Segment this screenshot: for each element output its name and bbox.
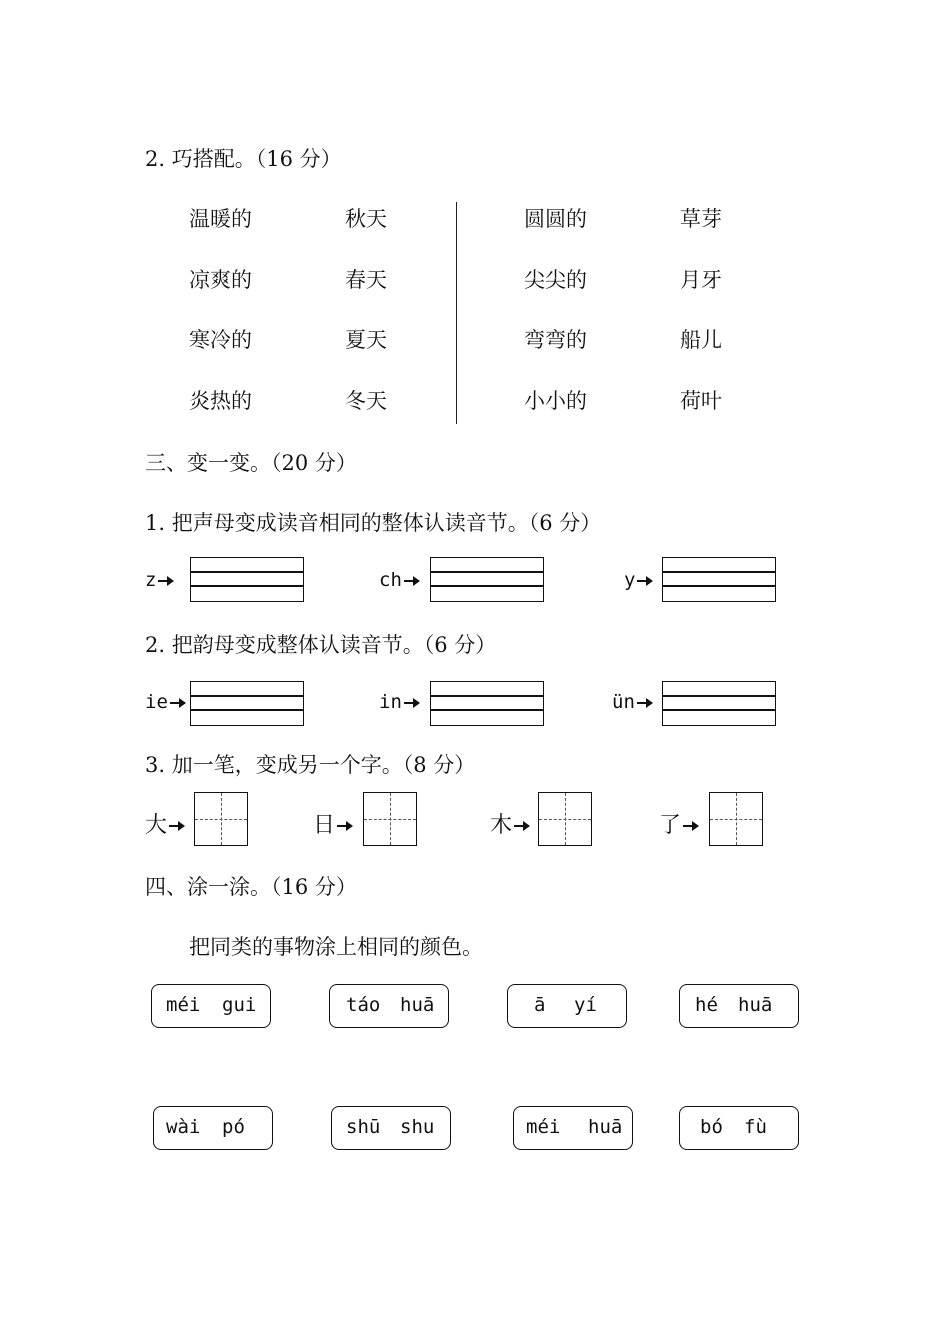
match-word: 小小的: [524, 389, 587, 413]
match-word: 冬天: [345, 389, 387, 413]
character-label: 木: [490, 808, 530, 839]
pinyin-card[interactable]: [507, 984, 627, 1028]
arrow-icon: [683, 821, 699, 831]
pinyin-card[interactable]: [329, 984, 449, 1028]
pinyin-syllable: fù: [744, 1116, 767, 1138]
initial-label: ch: [379, 569, 420, 591]
part4-title: 四、涂一涂。（16 分）: [145, 875, 357, 899]
arrow-icon: [158, 576, 174, 586]
pinyin-syllable: gui: [222, 994, 257, 1016]
pinyin-syllable: huā: [738, 994, 773, 1016]
match-word: 凉爽的: [189, 268, 252, 292]
character-label: 了: [659, 808, 699, 839]
pinyin-syllable: méi: [526, 1116, 561, 1138]
character-writing-grid[interactable]: [538, 792, 592, 846]
arrow-icon: [637, 698, 653, 708]
pinyin-writing-box[interactable]: [190, 557, 304, 602]
match-word: 船儿: [680, 328, 722, 352]
pinyin-writing-box[interactable]: [430, 681, 544, 726]
final-label: ie: [145, 691, 186, 713]
pinyin-writing-box[interactable]: [662, 681, 776, 726]
pinyin-syllable: huā: [400, 994, 435, 1016]
question1-title: 1. 把声母变成读音相同的整体认读音节。（6 分）: [145, 511, 602, 535]
initial-label: z: [145, 569, 174, 591]
arrow-icon: [404, 698, 420, 708]
pinyin-syllable: shu: [400, 1116, 435, 1138]
pinyin-syllable: yí: [574, 994, 597, 1016]
match-word: 秋天: [345, 207, 387, 231]
pinyin-syllable: hé: [695, 994, 718, 1016]
pinyin-syllable: táo: [346, 994, 381, 1016]
pinyin-card[interactable]: [679, 984, 799, 1028]
character-writing-grid[interactable]: [363, 792, 417, 846]
match-word: 尖尖的: [524, 268, 587, 292]
pinyin-card[interactable]: [679, 1106, 799, 1150]
final-label: ün: [612, 691, 653, 713]
character-writing-grid[interactable]: [194, 792, 248, 846]
arrow-icon: [337, 821, 353, 831]
final-label: in: [379, 691, 420, 713]
question2-title: 2. 把韵母变成整体认读音节。（6 分）: [145, 633, 497, 657]
pinyin-syllable: méi: [166, 994, 201, 1016]
arrow-icon: [404, 576, 420, 586]
arrow-icon: [637, 576, 653, 586]
match-word: 寒冷的: [189, 328, 252, 352]
arrow-icon: [170, 698, 186, 708]
character-label: 大: [145, 808, 185, 839]
match-word: 荷叶: [680, 389, 722, 413]
pinyin-syllable: ā: [534, 994, 546, 1016]
match-word: 温暖的: [189, 207, 252, 231]
pinyin-card[interactable]: [153, 1106, 273, 1150]
pinyin-card[interactable]: [513, 1106, 633, 1150]
match-word: 圆圆的: [524, 207, 587, 231]
match-word: 春天: [345, 268, 387, 292]
pinyin-syllable: pó: [222, 1116, 245, 1138]
match-word: 月牙: [680, 268, 722, 292]
question3-title: 3. 加一笔，变成另一个字。（8 分）: [145, 753, 476, 777]
pinyin-syllable: bó: [700, 1116, 723, 1138]
match-word: 夏天: [345, 328, 387, 352]
instruction-text: 把同类的事物涂上相同的颜色。: [189, 935, 483, 959]
character-writing-grid[interactable]: [709, 792, 763, 846]
part3-title: 三、变一变。（20 分）: [145, 451, 357, 475]
pinyin-syllable: huā: [588, 1116, 623, 1138]
pinyin-writing-box[interactable]: [430, 557, 544, 602]
character-label: 日: [313, 808, 353, 839]
pinyin-writing-box[interactable]: [662, 557, 776, 602]
match-word: 弯弯的: [524, 328, 587, 352]
arrow-icon: [169, 821, 185, 831]
pinyin-syllable: shū: [346, 1116, 381, 1138]
match-word: 炎热的: [189, 389, 252, 413]
pinyin-writing-box[interactable]: [190, 681, 304, 726]
pinyin-card[interactable]: [331, 1106, 451, 1150]
match-word: 草芽: [680, 207, 722, 231]
pinyin-syllable: wài: [166, 1116, 201, 1138]
initial-label: y: [624, 569, 653, 591]
column-divider: [456, 202, 457, 424]
section-title-match: 2. 巧搭配。（16 分）: [145, 147, 342, 171]
arrow-icon: [514, 821, 530, 831]
pinyin-card[interactable]: [151, 984, 271, 1028]
